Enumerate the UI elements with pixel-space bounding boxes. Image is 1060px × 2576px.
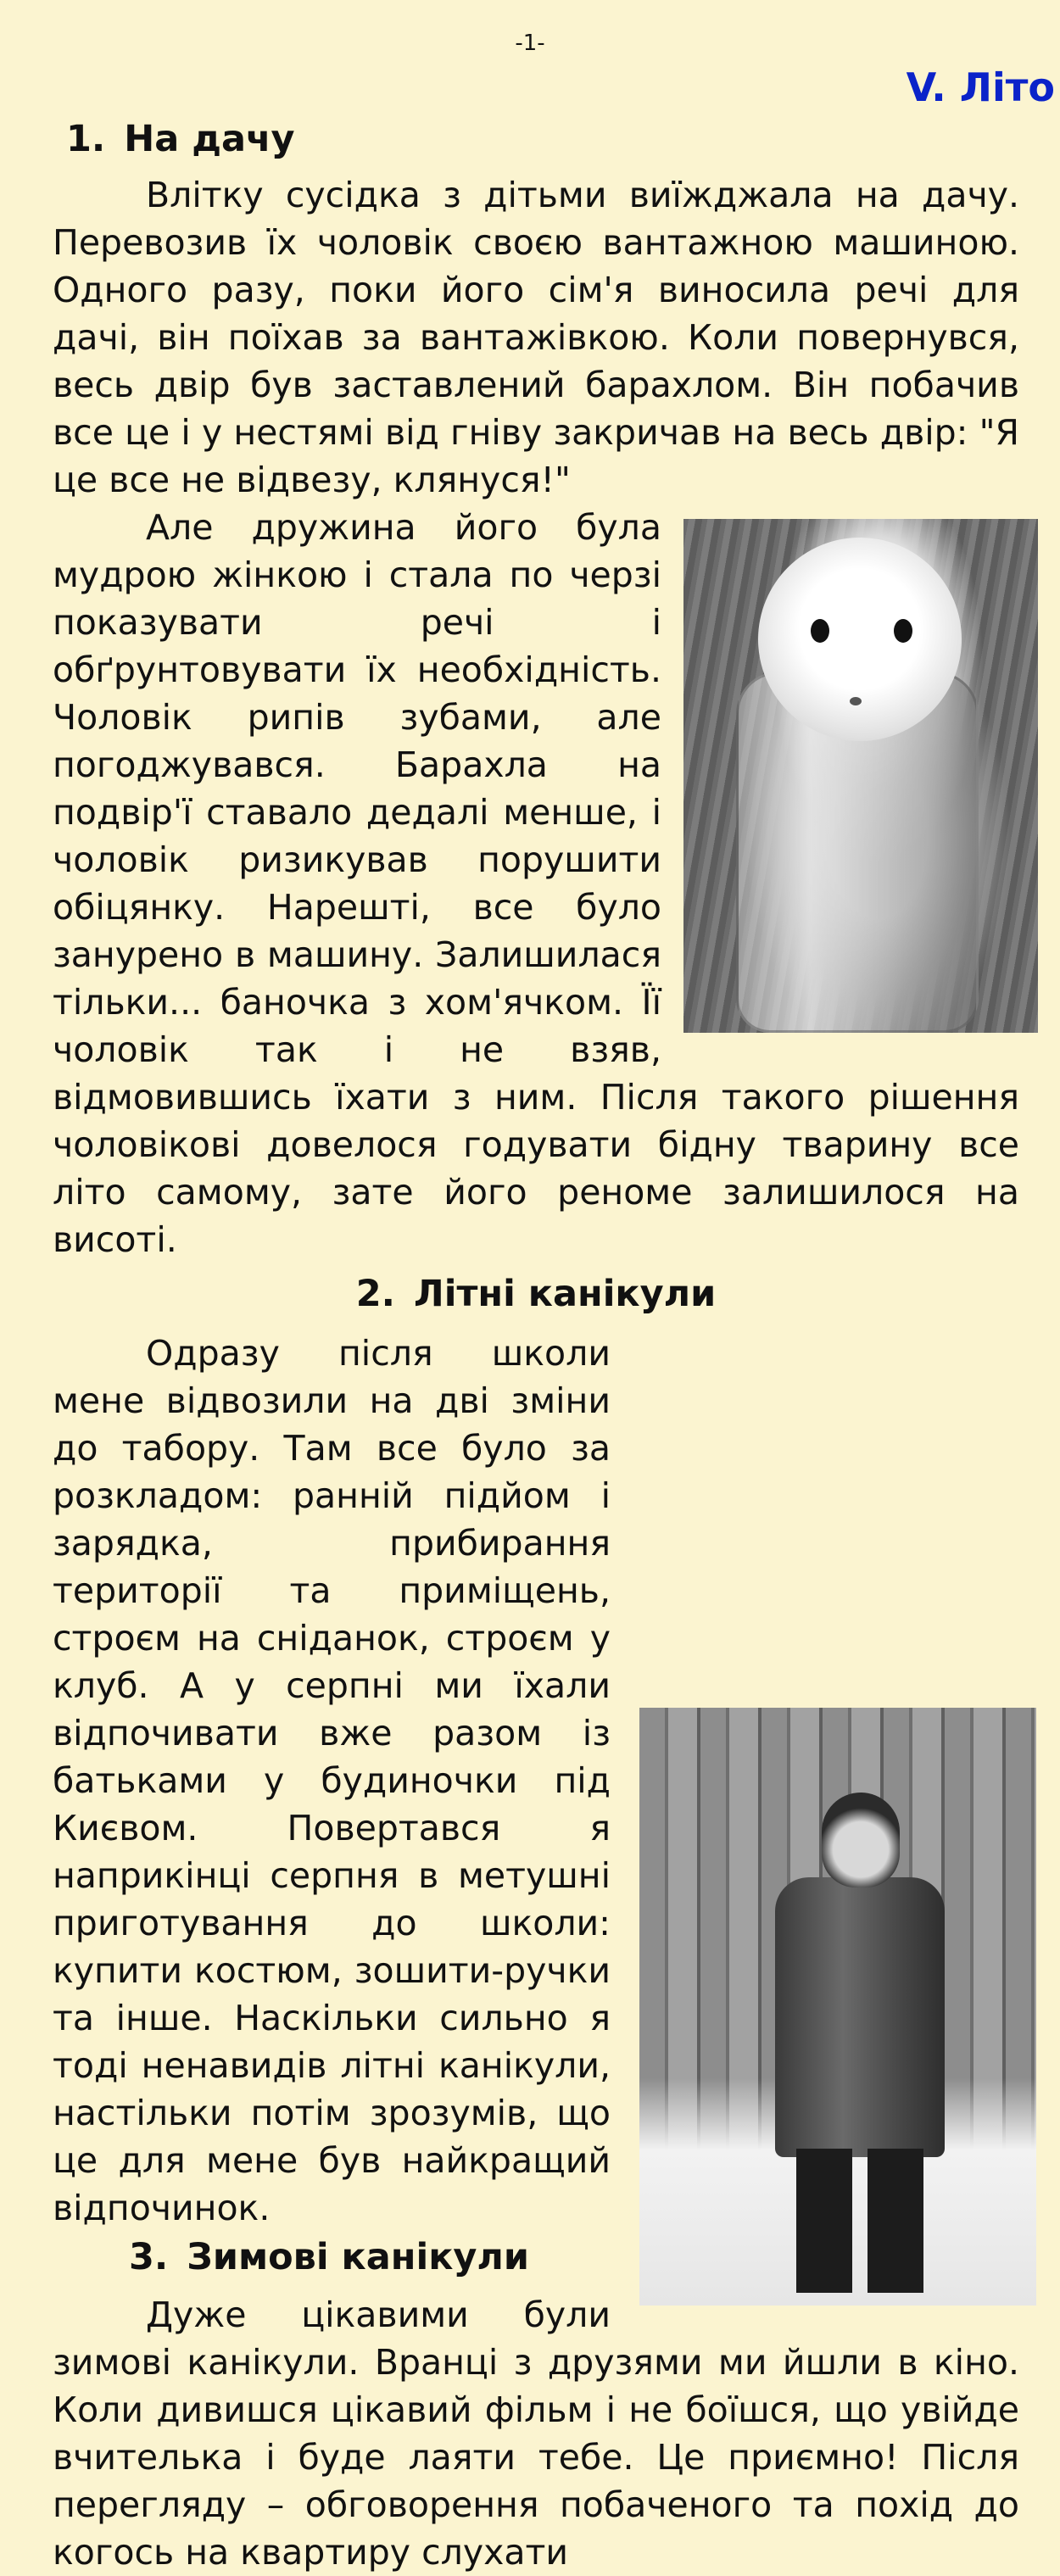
man-head-shape	[822, 1793, 900, 1887]
hamster-nose	[850, 697, 862, 705]
section-2-title: Літні канікули	[413, 1273, 717, 1315]
section-1-heading	[66, 115, 1019, 163]
section-3-title: Зимові канікули	[187, 2236, 530, 2278]
hamster-in-jar-photo	[683, 519, 1038, 1033]
man-coat-shape	[775, 1877, 945, 2157]
section-1-title: На дачу	[124, 118, 295, 160]
hamster-eye-right	[894, 619, 912, 643]
hamster-head-shape	[758, 538, 962, 741]
page-content	[53, 115, 1019, 2576]
section-1-paragraph-2: Але дружина його була мудрою жінкою і стала по черзі показувати речі і обґрунтовувати їх необхідність. Чоловік рипів зубами, але погоджувався. Барахла на подвір'ї ставало дедалі менше, і чоловік ризикував порушити обіцянку. Нарешті, все було занурено в машину. Залишилася тільки... баночка з хом'ячком. Її чоловік так і не взяв, відмовившись їхати з ним. Після такого рішення чоловікові довелося годувати бідну тварину все літо самому, зате його реноме залишилося на висоті.	[53, 507, 1019, 1260]
section-2-heading	[53, 1270, 1019, 1318]
section-3-number: 3.	[129, 2236, 169, 2278]
chapter-title: V. Літо	[906, 64, 1055, 110]
hamster-eye-left	[811, 619, 829, 643]
man-legs-shape	[796, 2149, 923, 2293]
section-1-paragraph-1: Влітку сусідка з дітьми виїжджала на дачу. Перевозив їх чоловік своєю вантажною машиною. Одного разу, поки його сім'я виносила речі для дачі, він поїхав за вантажівкою. Коли повернувся, весь двір був заставлений барахлом. Він побачив все це і у нестямі від гніву закричав на весь двір: "Я це все не відвезу, клянуся!"	[53, 175, 1019, 500]
section-3-paragraph-1: Дуже цікавими були зимові канікули. Вранці з друзями ми йшли в кіно. Коли дивишся цікавий фільм і не боїшся, що увійде вчителька і буде лаяти тебе. Це приємно! Після перегляду – обговорення побаченого та похід до когось на квартиру слухати	[53, 2294, 1019, 2573]
section-2-number: 2.	[355, 1273, 395, 1315]
section-1-number: 1.	[66, 118, 106, 160]
section-2-paragraph-1: Одразу після школи мене відвозили на дві зміни до табору. Там все було за розкладом: ранній підйом і зарядка, прибирання території та приміщень, строєм на сніданок, строєм у клуб. А у серпні ми їхали відпочивати вже разом із батьками у будиночки під Києвом. Повертався я наприкінці серпня в метушні приготування до школи: купити костюм, зошити-ручки та інше. Наскільки сильно я тоді ненавидів літні канікули, настільки потім зрозумів, що це для мене був найкращий відпочинок.	[53, 1333, 611, 2228]
page-number: -1-	[515, 31, 545, 56]
man-in-winter-photo	[639, 1708, 1036, 2306]
